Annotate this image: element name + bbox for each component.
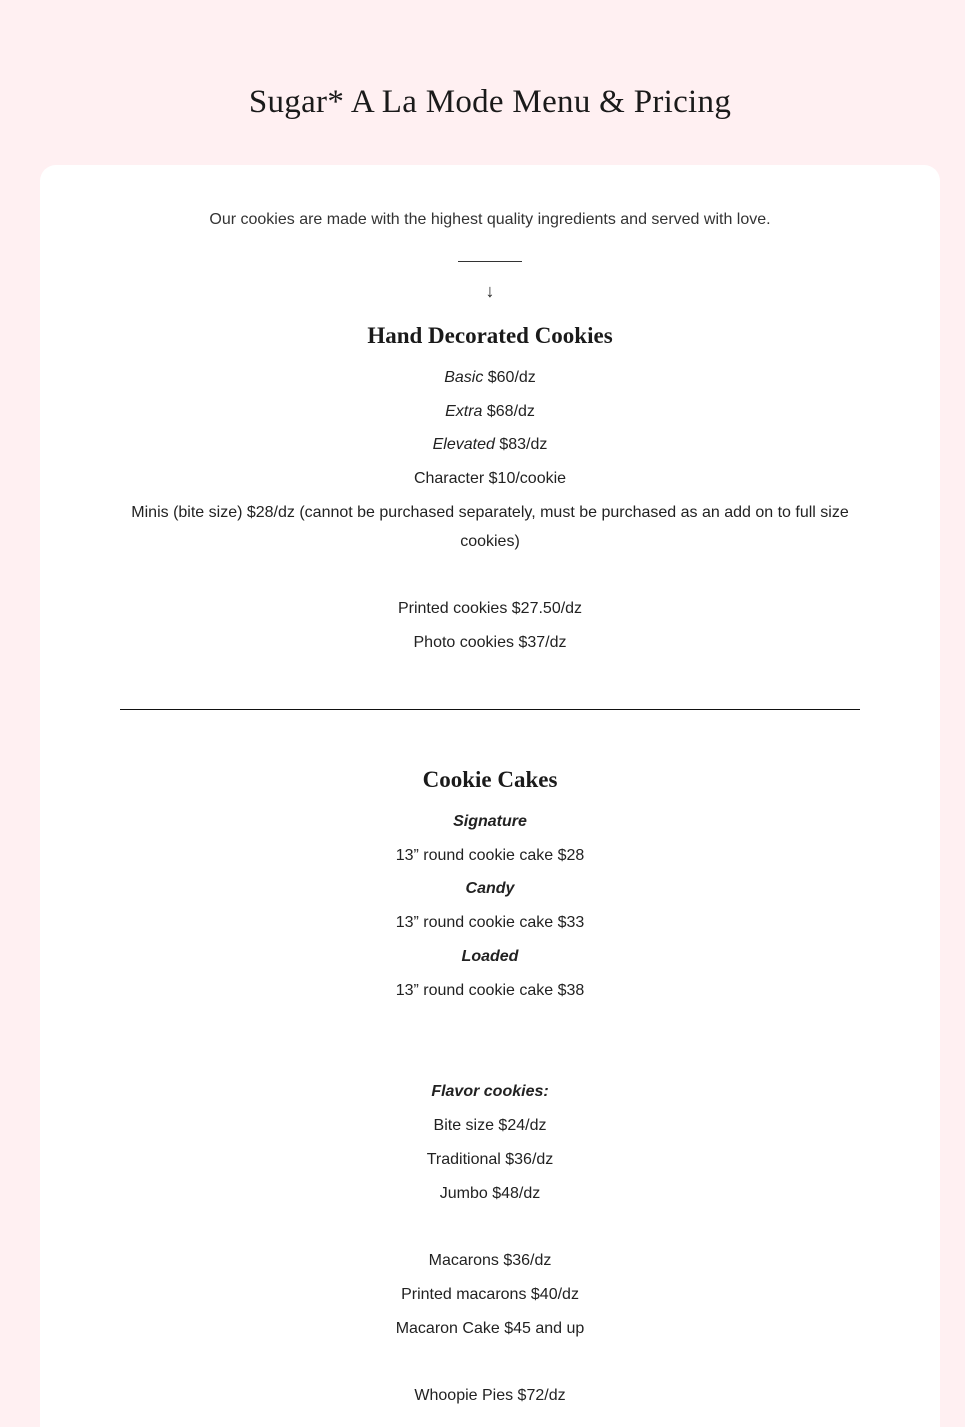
menu-item-basic: [120, 363, 860, 392]
arrow-down-icon: ↓: [485, 281, 495, 301]
tier-detail-loaded: 13” round cookie cake $38: [395, 982, 585, 999]
page-title: Sugar* A La Mode Menu & Pricing: [248, 84, 732, 120]
menu-item-photo: Photo cookies $37/dz: [413, 634, 567, 651]
macaron-item-macarons: Macarons $36/dz: [428, 1252, 552, 1269]
menu-item-extra: [120, 397, 860, 426]
intro-text: Our cookies are made with the highest quality ingredients and served with love.: [209, 211, 771, 228]
tier-detail-signature: 13” round cookie cake $28: [395, 847, 585, 864]
flavor-item-traditional: Traditional $36/dz: [426, 1151, 554, 1168]
section-divider: [120, 709, 860, 710]
section-title-cookie-cakes: Cookie Cakes: [422, 767, 558, 792]
flavor-heading: Flavor cookies:: [431, 1083, 549, 1100]
menu-item-printed: Printed cookies $27.50/dz: [397, 600, 583, 617]
menu-card: [40, 165, 940, 1427]
macaron-item-printed: Printed macarons $40/dz: [401, 1286, 579, 1303]
menu-item-elevated: [120, 430, 860, 459]
menu-item-price: $83/dz: [494, 436, 548, 453]
flavor-item-jumbo: Jumbo $48/dz: [439, 1185, 541, 1202]
short-divider: [458, 261, 522, 262]
menu-item-price: $60/dz: [483, 369, 536, 386]
menu-item-price: $68/dz: [482, 403, 535, 420]
tier-detail-candy: 13” round cookie cake $33: [395, 914, 585, 931]
menu-item-name: Elevated: [432, 436, 495, 453]
menu-item-whoopie-pies: Whoopie Pies $72/dz: [414, 1387, 566, 1404]
flavor-item-bite-size: Bite size $24/dz: [433, 1117, 547, 1134]
menu-item-character: Character $10/cookie: [413, 470, 567, 487]
menu-item-name: Extra: [445, 403, 483, 420]
menu-item-name: Basic: [444, 369, 484, 386]
section-title-decorated: Hand Decorated Cookies: [367, 323, 613, 348]
tier-name-signature: Signature: [453, 813, 527, 830]
macaron-item-cake: Macaron Cake $45 and up: [395, 1320, 585, 1337]
menu-item-minis: Minis (bite size) $28/dz (cannot be purchased separately, must be purchased as an add on to full size cookies): [131, 504, 849, 550]
tier-name-loaded: Loaded: [461, 948, 519, 965]
tier-name-candy: Candy: [465, 880, 515, 897]
